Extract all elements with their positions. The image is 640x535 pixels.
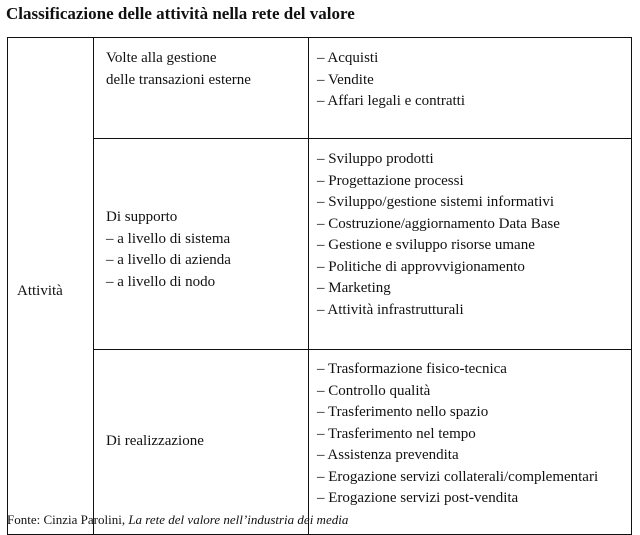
activity-item: – Affari legali e contratti: [317, 93, 466, 109]
activity-item: – Sviluppo prodotti: [317, 151, 434, 167]
activity-item: – Erogazione servizi post-vendita: [317, 490, 519, 506]
activity-item: – Trasferimento nello spazio: [317, 404, 489, 420]
activity-item: – Assistenza prevendita: [317, 447, 459, 463]
activity-item: – Gestione e sviluppo risorse umane: [317, 237, 535, 253]
table-row: [8, 38, 632, 139]
subcategory-line: Volte alla gestione: [106, 50, 217, 66]
subcategory-line: – a livello di azienda: [106, 252, 231, 268]
activity-list-cell: [309, 350, 632, 535]
subcategory-cell: [94, 350, 309, 535]
activity-list-cell: [309, 38, 632, 139]
activity-item: – Controllo qualità: [317, 382, 431, 399]
activity-item: – Costruzione/aggiornamento Data Base: [317, 215, 560, 232]
classification-table: [7, 37, 632, 535]
subcategory-cell: [94, 139, 309, 350]
activity-item: – Politiche di approvvigionamento: [317, 258, 525, 275]
activity-item: – Erogazione servizi collaterali/complementari: [317, 468, 599, 485]
subcategory-line: – a livello di sistema: [106, 230, 231, 247]
subcategory-line: Di supporto: [106, 209, 178, 225]
table-row: [8, 350, 632, 535]
activity-item: – Vendite: [317, 71, 374, 88]
activity-item: – Progettazione processi: [317, 172, 464, 189]
main-category-label: Attività: [17, 283, 63, 300]
activity-item: – Acquisti: [317, 50, 379, 66]
main-category-cell: [8, 38, 94, 535]
subcategory-line: Di realizzazione: [106, 433, 204, 450]
subcategory-line: delle transazioni esterne: [106, 71, 251, 88]
activity-item: – Trasformazione fisico-tecnica: [317, 361, 507, 377]
activity-list-cell: [309, 139, 632, 350]
activity-item: – Marketing: [317, 280, 391, 296]
activity-item: – Trasferimento nel tempo: [317, 425, 476, 442]
activity-item: – Sviluppo/gestione sistemi informativi: [317, 194, 555, 210]
activity-item: – Attività infrastrutturali: [317, 301, 464, 318]
document-title: Classificazione delle attività nella rete del valore: [6, 4, 355, 23]
table-row: [8, 139, 632, 350]
source-book-title: La rete del valore nell’industria dei media: [128, 512, 349, 527]
subcategory-line: – a livello di nodo: [106, 273, 216, 290]
source-prefix: Fonte: Cinzia Parolini,: [7, 512, 129, 527]
subcategory-cell: [94, 38, 309, 139]
source-citation: [7, 512, 348, 528]
